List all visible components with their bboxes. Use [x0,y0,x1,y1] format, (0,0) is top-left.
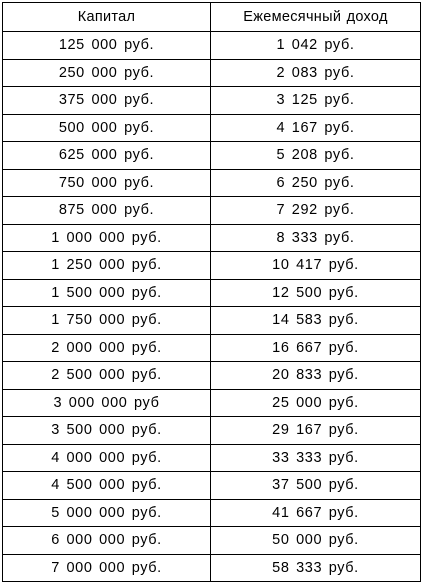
header-capital: Капитал [3,3,211,32]
table-header-row [3,3,421,32]
capital-cell: 1 500 000 руб. [3,279,211,307]
monthly-income-cell: 6 250 руб. [211,169,421,197]
capital-cell: 500 000 руб. [3,114,211,142]
table-row [3,554,421,582]
capital-cell: 1 750 000 руб. [3,307,211,335]
monthly-income-cell: 10 417 руб. [211,252,421,280]
monthly-income-cell: 33 333 руб. [211,444,421,472]
monthly-income-cell: 25 000 руб. [211,389,421,417]
table-row [3,444,421,472]
monthly-income-cell: 12 500 руб. [211,279,421,307]
capital-cell: 6 000 000 руб. [3,527,211,555]
table-row [3,59,421,87]
capital-cell: 375 000 руб. [3,87,211,115]
table-row [3,307,421,335]
table-row [3,142,421,170]
monthly-income-cell: 20 833 руб. [211,362,421,390]
table-body [3,32,421,582]
monthly-income-cell: 58 333 руб. [211,554,421,582]
table-row [3,499,421,527]
monthly-income-cell: 7 292 руб. [211,197,421,225]
capital-cell: 2 000 000 руб. [3,334,211,362]
monthly-income-cell: 29 167 руб. [211,417,421,445]
capital-cell: 125 000 руб. [3,32,211,60]
capital-cell: 4 000 000 руб. [3,444,211,472]
monthly-income-cell: 4 167 руб. [211,114,421,142]
table-row [3,32,421,60]
capital-cell: 2 500 000 руб. [3,362,211,390]
table-row [3,252,421,280]
table-row [3,527,421,555]
table-row [3,224,421,252]
header-monthly-income: Ежемесячный доход [211,3,421,32]
monthly-income-cell: 50 000 руб. [211,527,421,555]
monthly-income-cell: 1 042 руб. [211,32,421,60]
table-row [3,472,421,500]
capital-cell: 3 500 000 руб. [3,417,211,445]
capital-cell: 875 000 руб. [3,197,211,225]
table-row [3,362,421,390]
table-row [3,417,421,445]
capital-cell: 3 000 000 руб [3,389,211,417]
monthly-income-cell: 41 667 руб. [211,499,421,527]
capital-cell: 625 000 руб. [3,142,211,170]
monthly-income-cell: 16 667 руб. [211,334,421,362]
capital-income-table [2,2,421,582]
capital-cell: 4 500 000 руб. [3,472,211,500]
table-row [3,169,421,197]
capital-cell: 1 250 000 руб. [3,252,211,280]
table-row [3,279,421,307]
capital-cell: 250 000 руб. [3,59,211,87]
monthly-income-cell: 37 500 руб. [211,472,421,500]
table-row [3,197,421,225]
capital-cell: 7 000 000 руб. [3,554,211,582]
table-row [3,114,421,142]
monthly-income-cell: 5 208 руб. [211,142,421,170]
table-row [3,87,421,115]
capital-cell: 1 000 000 руб. [3,224,211,252]
monthly-income-cell: 3 125 руб. [211,87,421,115]
monthly-income-cell: 14 583 руб. [211,307,421,335]
table-row [3,334,421,362]
monthly-income-cell: 8 333 руб. [211,224,421,252]
monthly-income-cell: 2 083 руб. [211,59,421,87]
table-row [3,389,421,417]
capital-cell: 5 000 000 руб. [3,499,211,527]
capital-cell: 750 000 руб. [3,169,211,197]
